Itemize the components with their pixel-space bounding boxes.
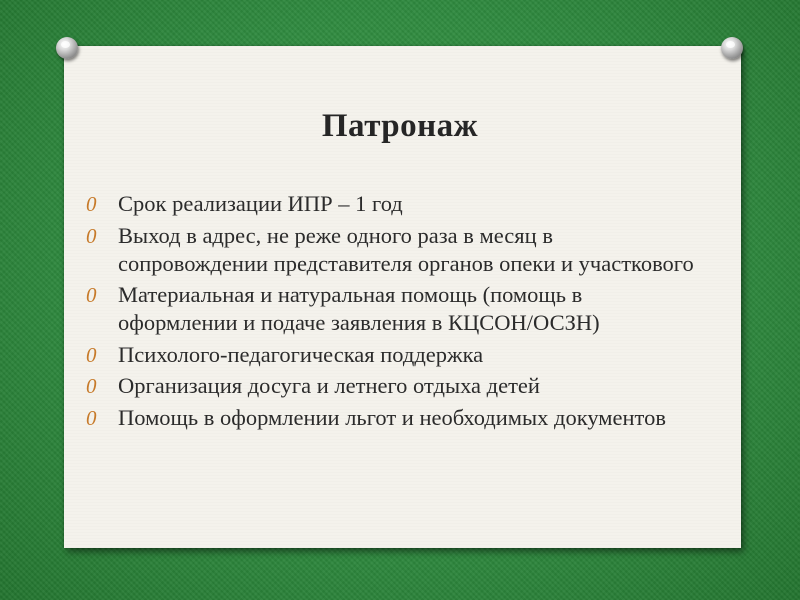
list-item-text: Помощь в оформлении льгот и необходимых документов	[118, 404, 666, 430]
bullet-list	[86, 190, 696, 435]
bullet-marker-icon: 0	[86, 405, 97, 430]
list-item-text: Организация досуга и летнего отдыха детей	[118, 373, 540, 398]
list-item-text: Материальная и натуральная помощь (помощь в оформлении и подаче заявления в КЦСОН/ОСЗН)	[118, 282, 600, 335]
bullet-marker-icon: 0	[86, 342, 97, 367]
list-item	[86, 281, 696, 337]
pushpin-icon	[721, 37, 743, 59]
bullet-marker-icon: 0	[86, 192, 97, 216]
bullet-marker-icon: 0	[86, 223, 97, 248]
slide-title: Патронаж	[321, 108, 479, 144]
list-item	[86, 222, 696, 278]
list-item	[86, 190, 696, 218]
bullet-marker-icon: 0	[86, 283, 97, 307]
list-item	[86, 404, 696, 432]
bullet-marker-icon: 0	[86, 374, 97, 398]
list-item	[86, 372, 696, 400]
list-item	[86, 341, 696, 369]
pushpin-icon	[56, 37, 78, 59]
list-item-text: Психолого-педагогическая поддержка	[118, 341, 484, 367]
list-item-text: Выход в адрес, не реже одного раза в месяц в сопровождении представителя органов опеки и участкового	[118, 222, 694, 276]
list-item-text: Срок реализации ИПР – 1 год	[118, 191, 403, 216]
